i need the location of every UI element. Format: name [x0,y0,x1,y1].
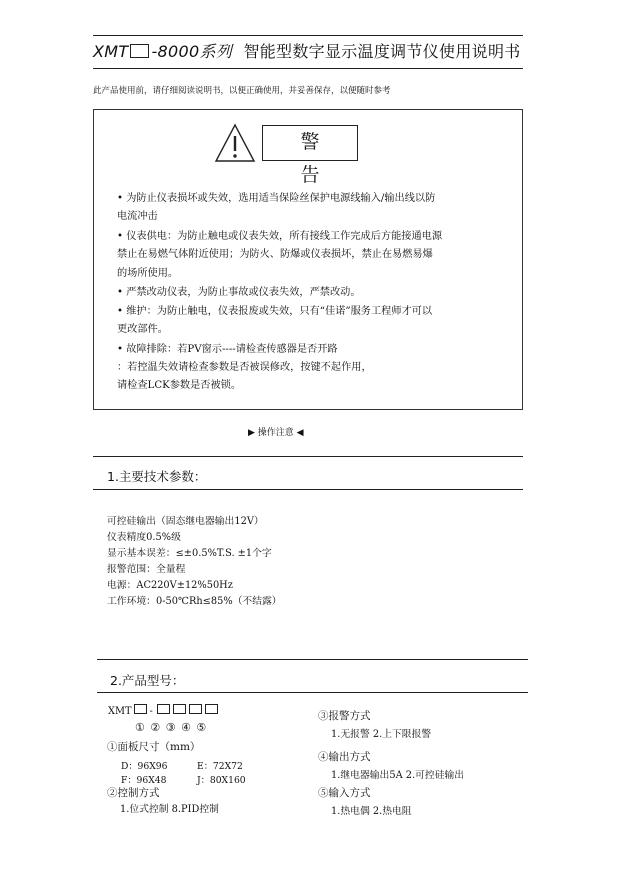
document-title [93,39,521,62]
spec-line-2: 仪表精度0.5%级 [107,532,181,543]
warning-line-8: 更改部件。 [117,324,168,335]
model-dash: - [149,706,153,717]
header-bottom-rule [93,68,523,69]
operation-note: ▶ 操作注意 ◀ [248,428,304,438]
title-prefix: XMT [93,42,129,61]
title-main: 智能型数字显示温度调节仪使用说明书 [243,42,521,61]
input-mode-title: ⑤输入方式 [318,787,371,799]
warning-line-5: 的场所使用。 [117,268,179,279]
warning-line-3: • 仪表供电：为防止触电或仪表失效，所有接线工作完成后方能接通电源 [117,231,443,242]
section1-bottom-rule [93,489,523,490]
model-box-5 [205,704,218,714]
panel-size-d: D：96X96 [121,761,168,772]
input-mode-options: 1.热电偶 2.热电阻 [331,806,412,817]
section1-title: 1.主要技术参数： [107,469,207,484]
model-box-4 [189,704,202,714]
warning-line-9: • 故障排除：若PV窗示----请检查传感器是否开路 [117,344,338,355]
warning-line-7: • 维护：为防止触电，仪表报废或失效，只有“佳诺”服务工程师才可以 [117,306,433,317]
output-mode-options: 1.继电器输出5A 2.可控硅输出 [331,770,465,781]
warning-line-10: ：若控温失效请检查参数是否被误修改，按键不起作用， [117,362,372,373]
model-box-3 [173,704,186,714]
warning-title: 警告 [262,125,358,161]
section2-bottom-rule [97,692,528,693]
section2-title: 2.产品型号： [110,673,185,688]
panel-size-j: J：80X160 [197,775,246,786]
spec-line-1: 可控硅输出（固态继电器输出12V） [107,516,264,527]
spec-line-3: 显示基本误差：≤±0.5%T.S. ±1个字 [107,548,272,559]
title-model: -8000系列 [151,42,233,61]
panel-size-e: E：72X72 [197,761,243,772]
warning-line-1: • 为防止仪表损坏或失效，选用适当保险丝保护电源线输入/输出线以防 [117,193,436,204]
header-top-rule [93,35,523,36]
model-box-1 [134,704,147,714]
model-position-numbers: ① ② ③ ④ ⑤ [135,721,207,734]
alarm-mode-options: 1.无报警 2.上下限报警 [331,729,432,740]
spec-line-5: 电源：AC220V±12%50Hz [107,580,233,591]
panel-size-f: F：96X48 [121,775,167,786]
model-box-2 [157,704,170,714]
section2-top-rule [97,659,528,660]
spec-line-4: 报警范围：全量程 [107,564,186,575]
warning-line-4: 禁止在易燃气体附近使用；为防火、防爆或仪表损坏，禁止在易燃易爆 [117,249,433,260]
intro-text: 此产品使用前，请仔细阅读说明书，以便正确使用，并妥善保存，以便随时参考 [93,86,391,96]
model-code [108,704,221,717]
model-box [130,44,149,58]
warning-line-11: 请检查LCK参数是否被锁。 [117,380,242,391]
panel-size-title: ①面板尺寸（mm） [107,741,201,753]
model-prefix: XMT [108,706,132,717]
warning-line-6: • 严禁改动仪表，为防止事故或仪表失效，严禁改动。 [117,287,361,298]
alarm-mode-title: ③报警方式 [318,710,371,722]
warning-line-2: 电流冲击 [117,211,158,222]
control-mode-title: ②控制方式 [107,787,160,799]
section1-top-rule [93,456,523,457]
output-mode-title: ④输出方式 [318,751,371,763]
control-mode-options: 1.位式控制 8.PID控制 [120,804,219,815]
spec-line-6: 工作环境：0-50℃Rh≤85%（不结露） [107,596,282,607]
warning-triangle-icon [213,122,257,164]
